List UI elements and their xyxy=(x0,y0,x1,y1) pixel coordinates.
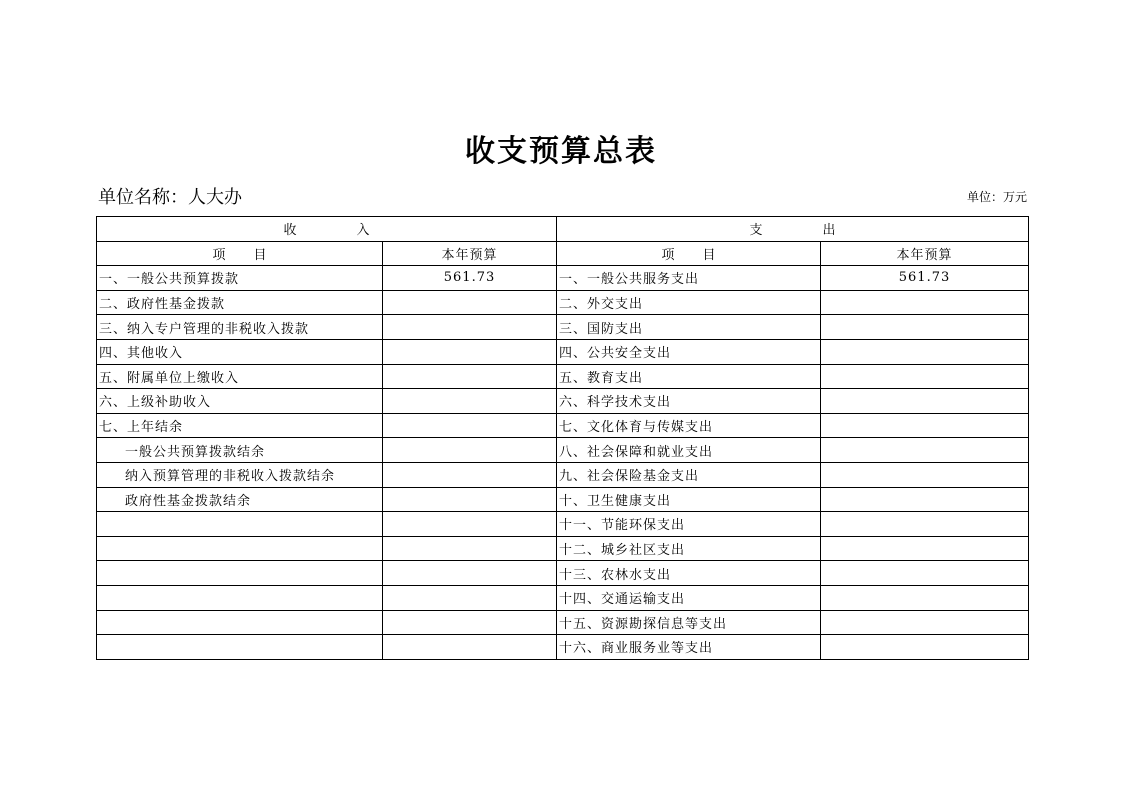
income-value-cell xyxy=(383,364,557,389)
expense-value-cell xyxy=(821,487,1029,512)
expense-value-cell xyxy=(821,585,1029,610)
table-row xyxy=(97,635,1029,660)
table-row xyxy=(97,315,1029,340)
expense-value-cell xyxy=(821,339,1029,364)
income-value-cell xyxy=(383,536,557,561)
column-header-row xyxy=(97,241,1029,266)
budget-rows xyxy=(97,266,1029,660)
income-value-cell xyxy=(383,462,557,487)
expense-item-cell: 十三、农林水支出 xyxy=(557,561,821,586)
table-row xyxy=(97,462,1029,487)
expense-budget-header: 本年预算 xyxy=(821,241,1029,266)
table-row xyxy=(97,266,1029,291)
income-item-header: 项目 xyxy=(97,241,383,266)
income-item-cell xyxy=(97,561,383,586)
expense-value-cell xyxy=(821,413,1029,438)
expense-item-cell: 十二、城乡社区支出 xyxy=(557,536,821,561)
income-value-cell xyxy=(383,315,557,340)
page-title: 收支预算总表 xyxy=(465,134,657,169)
income-value-cell xyxy=(383,635,557,660)
expense-value-cell xyxy=(821,364,1029,389)
income-item-cell: 三、纳入专户管理的非税收入拨款 xyxy=(97,315,383,340)
income-item-cell: 二、政府性基金拨款 xyxy=(97,290,383,315)
income-group-header: 收入 xyxy=(97,217,557,242)
income-item-cell xyxy=(97,635,383,660)
expense-item-cell: 十、卫生健康支出 xyxy=(557,487,821,512)
expense-item-cell: 二、外交支出 xyxy=(557,290,821,315)
expense-item-cell: 十四、交通运输支出 xyxy=(557,585,821,610)
expense-item-cell: 四、公共安全支出 xyxy=(557,339,821,364)
income-value-cell xyxy=(383,290,557,315)
expense-value-cell: 561.73 xyxy=(821,266,1029,291)
expense-value-cell xyxy=(821,315,1029,340)
expense-value-cell xyxy=(821,610,1029,635)
income-value-cell xyxy=(383,585,557,610)
expense-item-cell: 十一、节能环保支出 xyxy=(557,512,821,537)
income-value-cell xyxy=(383,487,557,512)
table-row xyxy=(97,339,1029,364)
expense-group-header: 支出 xyxy=(557,217,1029,242)
expense-value-cell xyxy=(821,561,1029,586)
expense-item-cell: 八、社会保障和就业支出 xyxy=(557,438,821,463)
expense-item-cell: 三、国防支出 xyxy=(557,315,821,340)
expense-value-cell xyxy=(821,389,1029,414)
table-row xyxy=(97,561,1029,586)
table-row xyxy=(97,389,1029,414)
income-item-cell: 六、上级补助收入 xyxy=(97,389,383,414)
income-budget-header: 本年预算 xyxy=(383,241,557,266)
income-value-cell xyxy=(383,339,557,364)
expense-value-cell xyxy=(821,290,1029,315)
expense-item-cell: 六、科学技术支出 xyxy=(557,389,821,414)
table-row xyxy=(97,536,1029,561)
expense-item-cell: 十五、资源勘探信息等支出 xyxy=(557,610,821,635)
table-row xyxy=(97,610,1029,635)
expense-item-cell: 九、社会保险基金支出 xyxy=(557,462,821,487)
income-item-cell: 一般公共预算拨款结余 xyxy=(97,438,383,463)
income-value-cell xyxy=(383,561,557,586)
expense-value-cell xyxy=(821,512,1029,537)
income-value-cell xyxy=(383,389,557,414)
expense-value-cell xyxy=(821,438,1029,463)
income-value-cell: 561.73 xyxy=(383,266,557,291)
expense-value-cell xyxy=(821,536,1029,561)
expense-item-cell: 一、一般公共服务支出 xyxy=(557,266,821,291)
expense-item-cell: 七、文化体育与传媒支出 xyxy=(557,413,821,438)
table-row xyxy=(97,364,1029,389)
table-row xyxy=(97,438,1029,463)
table-row xyxy=(97,290,1029,315)
expense-item-cell: 五、教育支出 xyxy=(557,364,821,389)
budget-table xyxy=(96,216,1029,660)
table-row xyxy=(97,487,1029,512)
income-item-cell: 一、一般公共预算拨款 xyxy=(97,266,383,291)
income-value-cell xyxy=(383,438,557,463)
expense-value-cell xyxy=(821,462,1029,487)
table-row xyxy=(97,413,1029,438)
unit-name-label: 单位名称：人大办 xyxy=(98,187,242,208)
income-item-cell: 五、附属单位上缴收入 xyxy=(97,364,383,389)
income-item-cell: 纳入预算管理的非税收入拨款结余 xyxy=(97,462,383,487)
group-header-row xyxy=(97,217,1029,242)
income-item-cell xyxy=(97,536,383,561)
table-row xyxy=(97,512,1029,537)
income-value-cell xyxy=(383,610,557,635)
expense-item-header: 项目 xyxy=(557,241,821,266)
table-row xyxy=(97,585,1029,610)
expense-value-cell xyxy=(821,635,1029,660)
unit-measure-label: 单位：万元 xyxy=(966,190,1027,204)
income-value-cell xyxy=(383,512,557,537)
income-value-cell xyxy=(383,413,557,438)
expense-item-cell: 十六、商业服务业等支出 xyxy=(557,635,821,660)
income-item-cell xyxy=(97,585,383,610)
income-item-cell: 七、上年结余 xyxy=(97,413,383,438)
income-item-cell: 政府性基金拨款结余 xyxy=(97,487,383,512)
income-item-cell xyxy=(97,610,383,635)
income-item-cell: 四、其他收入 xyxy=(97,339,383,364)
income-item-cell xyxy=(97,512,383,537)
